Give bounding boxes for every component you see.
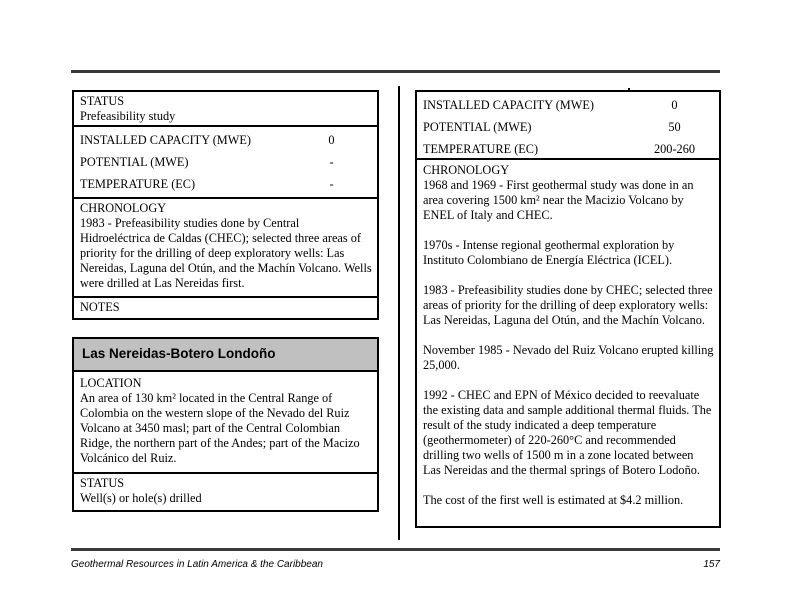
location-text: An area of 130 km² located in the Central Range of Colombia on the western slope of the Nevado del Ruiz Volcano at 3450 masl; part of the Central Colombian Ridge, the northern part of the Andes; part of the Macizo Volcánico del Ruiz. bbox=[80, 391, 360, 465]
location-row bbox=[74, 372, 377, 474]
prospect-table bbox=[72, 337, 379, 512]
metric-label: INSTALLED CAPACITY (MWE) bbox=[423, 98, 594, 112]
prospect-title-bar bbox=[74, 339, 377, 372]
chronology-paragraph: 1970s - Intense regional geothermal exploration by Instituto Colombiano de Energía Eléctrica (ICEL). bbox=[423, 238, 675, 267]
chronology-heading: CHRONOLOGY bbox=[423, 163, 510, 177]
status-row bbox=[74, 92, 377, 127]
footer-title: Geothermal Resources in Latin America & the Caribbean bbox=[71, 559, 323, 570]
metric-row bbox=[417, 138, 719, 160]
status-value: Well(s) or hole(s) drilled bbox=[80, 491, 202, 505]
status-value: Prefeasibility study bbox=[80, 109, 176, 123]
chronology-paragraph: 1968 and 1969 - First geothermal study was done in an area covering 1500 km² near the Macizio Volcano by ENEL of Italy and CHEC. bbox=[423, 178, 694, 222]
metric-value: - bbox=[329, 155, 334, 169]
metric-label: POTENTIAL (MWE) bbox=[80, 155, 189, 169]
footer-rule bbox=[71, 548, 720, 551]
status-row bbox=[74, 474, 377, 508]
chronology-row bbox=[417, 160, 719, 524]
metric-label: INSTALLED CAPACITY (MWE) bbox=[80, 133, 251, 147]
location-heading: LOCATION bbox=[80, 376, 142, 390]
metric-value: 50 bbox=[668, 120, 681, 134]
top-rule bbox=[71, 70, 720, 73]
metric-value: 0 bbox=[328, 133, 335, 147]
chronology-paragraph: November 1985 - Nevado del Ruiz Volcano erupted killing 25,000. bbox=[423, 343, 714, 372]
right-info-table bbox=[415, 90, 721, 528]
left-info-table bbox=[72, 90, 379, 320]
notes-heading: NOTES bbox=[80, 300, 120, 314]
metric-row bbox=[74, 151, 377, 173]
footer bbox=[71, 559, 720, 570]
metric-row bbox=[74, 129, 377, 151]
metric-row bbox=[74, 173, 377, 195]
column-divider bbox=[398, 86, 400, 540]
notes-row bbox=[74, 298, 377, 318]
metric-label: TEMPERATURE (EC) bbox=[80, 177, 196, 191]
chronology-paragraph: 1983 - Prefeasibility studies done by CHEC; selected three areas of priority for the drilling of deep exploratory wells: Las Nereidas, Laguna del Otún, and the Machín Volcano. bbox=[423, 283, 713, 327]
metrics-group bbox=[74, 127, 377, 199]
page-number: 157 bbox=[703, 559, 720, 570]
metric-label: POTENTIAL (MWE) bbox=[423, 120, 532, 134]
chronology-text: 1983 - Prefeasibility studies done by Central Hidroeléctrica de Caldas (CHEC); selected three areas of priority for the drilling of deep exploratory wells: Las Nereidas, Laguna del Otún, and the Machín Volcano. Wells were drilled at Las Nereidas first. bbox=[80, 216, 372, 290]
chronology-row bbox=[74, 199, 377, 298]
status-heading: STATUS bbox=[80, 476, 125, 490]
prospect-title: Las Nereidas-Botero Londoño bbox=[82, 346, 276, 361]
chronology-heading: CHRONOLOGY bbox=[80, 201, 167, 215]
metric-label: TEMPERATURE (EC) bbox=[423, 142, 539, 156]
chronology-paragraph: The cost of the first well is estimated at $4.2 million. bbox=[423, 493, 684, 507]
chronology-paragraph: 1992 - CHEC and EPN of México decided to reevaluate the existing data and sample additional thermal fluids. The result of the study indicated a deep temperature (geothermometer) of 220-260°C and recommended drilling two wells of 1500 m in a zone located between Las Nereidas and the thermal springs of Botero Lodoño. bbox=[423, 388, 712, 477]
metric-row bbox=[417, 116, 719, 138]
metric-row bbox=[417, 94, 719, 116]
metrics-group bbox=[417, 92, 719, 160]
metric-value: 0 bbox=[671, 98, 678, 112]
status-heading: STATUS bbox=[80, 94, 125, 108]
metric-value: 200-260 bbox=[654, 142, 695, 156]
metric-value: - bbox=[329, 177, 334, 191]
